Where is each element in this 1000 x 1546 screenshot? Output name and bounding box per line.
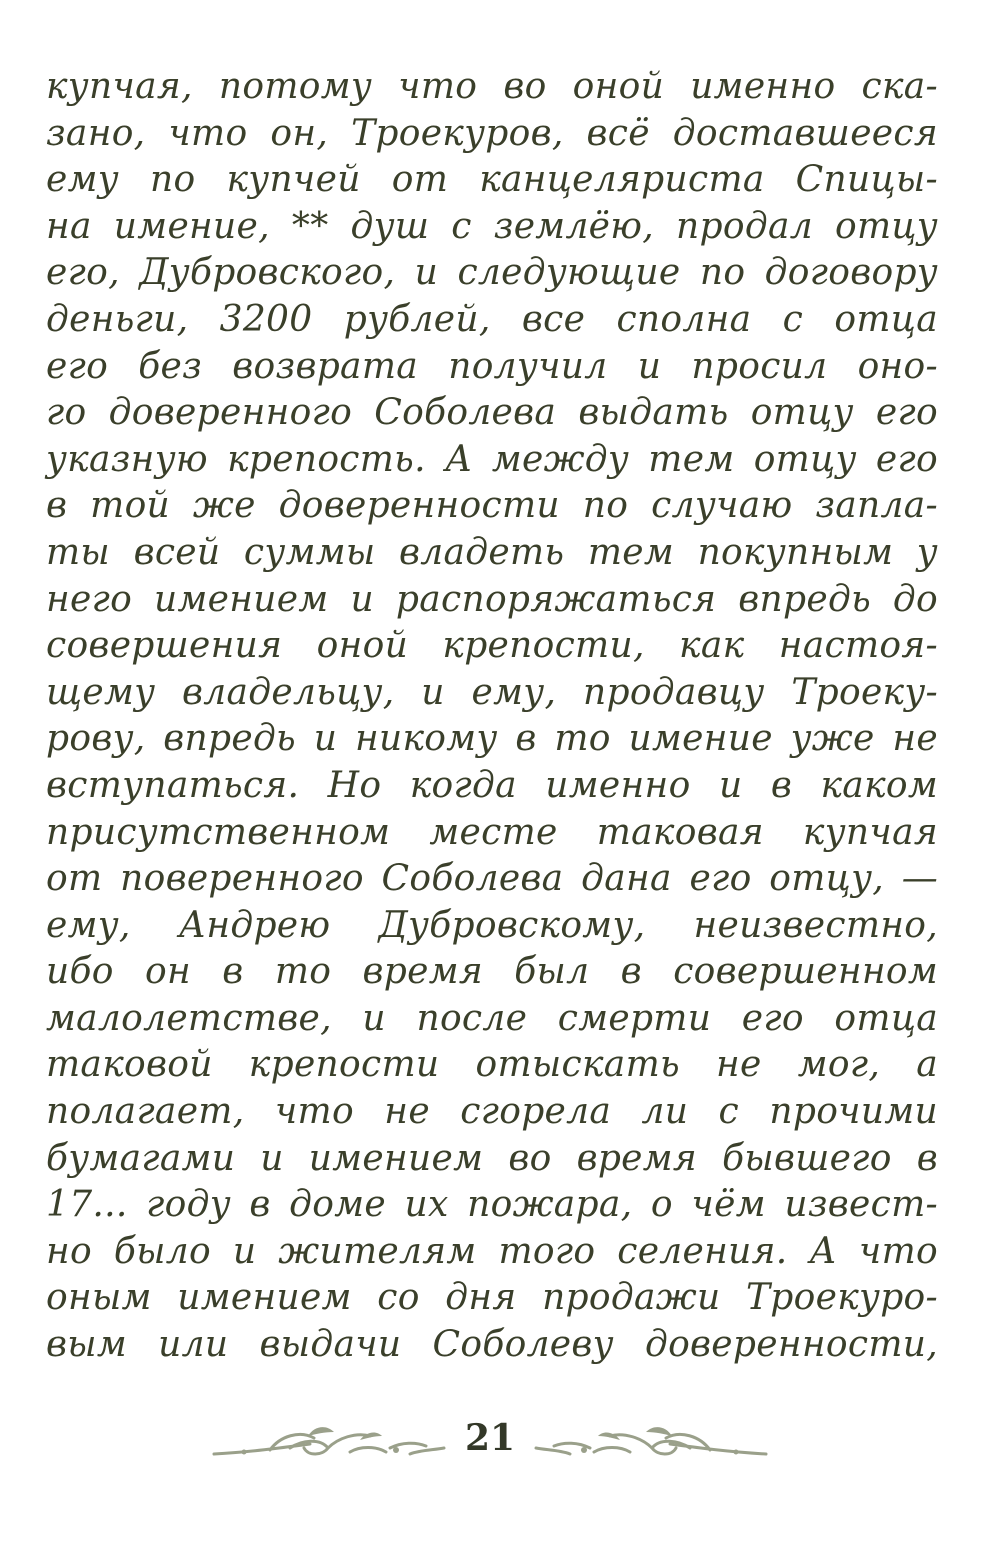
text-line: совершения оной крепости, как настоя- (46, 625, 938, 667)
text-line: вым или выдачи Соболеву доверенности, (46, 1324, 938, 1366)
text-line: таковой крепости отыскать не мог, а (46, 1044, 938, 1086)
text-line: него имением и распоряжаться впредь до (46, 578, 938, 620)
text-line: деньги, 3200 рублей, все сполна с отца (46, 298, 938, 340)
text-line: ему, Андрею Дубровскому, неизвестно, (46, 904, 938, 946)
page-number: 21 (464, 1417, 516, 1459)
text-line: вступаться. Но когда именно и в каком (46, 764, 938, 806)
text-line: в той же доверенности по случаю запла- (46, 485, 938, 527)
text-line: присутственном месте таковая купчая (46, 811, 938, 853)
text-line: го доверенного Соболева выдать отцу его (46, 392, 938, 434)
body-text (46, 64, 938, 1369)
text-line: от поверенного Соболева дана его отцу, — (46, 858, 938, 900)
page-footer (0, 1414, 1000, 1474)
text-line: ибо он в то время был в совершенном (46, 951, 938, 993)
floral-flourish-icon (530, 1418, 770, 1466)
text-line: оным имением со дня продажи Троекуро- (46, 1277, 938, 1319)
text-line: полагает, что не сгорела ли с прочими (46, 1091, 938, 1133)
text-line: малолетстве, и после смерти его отца (46, 997, 938, 1039)
text-line: щему владельцу, и ему, продавцу Троеку- (46, 671, 938, 713)
text-line: его без возврата получил и просил оно- (46, 345, 938, 387)
floral-flourish-icon (210, 1418, 450, 1466)
text-line: указную крепость. А между тем отцу его (46, 438, 938, 480)
text-line: зано, что он, Троекуров, всё доставшееся (46, 112, 938, 154)
text-line: 17... году в доме их пожара, о чём извест- (46, 1184, 938, 1226)
text-line: бумагами и имением во время бывшего в (46, 1137, 938, 1179)
text-line: ты всей суммы владеть тем покупным у (46, 531, 938, 573)
text-line: его, Дубровского, и следующие по договору (46, 252, 938, 294)
text-line: на имение, ** душ с землёю, продал отцу (46, 205, 938, 247)
text-line: ему по купчей от канцеляриста Спицы- (46, 159, 938, 201)
text-line: рову, впредь и никому в то имение уже не (46, 718, 938, 760)
text-line: но было и жителям того селения. А что (46, 1230, 938, 1272)
text-line: купчая, потому что во оной именно ска- (46, 66, 938, 107)
